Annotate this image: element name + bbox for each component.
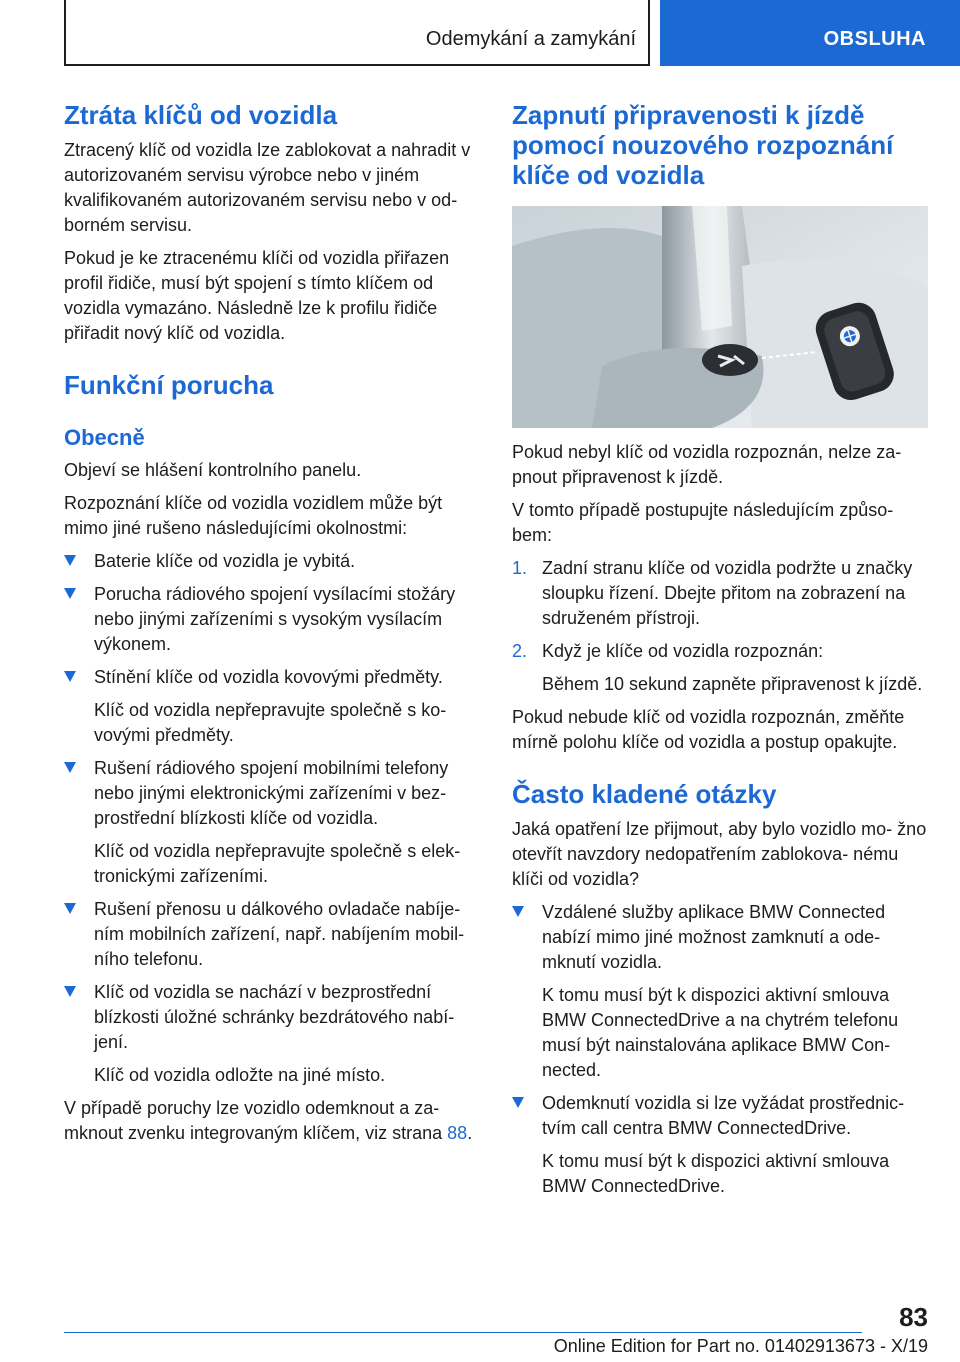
- bullet-note: K tomu musí být k dispozici aktivní smlouva BMW ConnectedDrive.: [542, 1151, 890, 1196]
- bullet-text: Vzdálené služby aplikace BMW Connected nabízí mimo jiné možnost zamknutí a ode‐ mknutí vozidla.: [542, 902, 886, 972]
- bullet-text: Klíč od vozidla se nachází v bezprostřední blízkosti úložné schránky bezdrátového nabí‐ jení.: [94, 982, 455, 1052]
- header-rule-bottom: [64, 64, 650, 66]
- footer-rule: [64, 1332, 862, 1333]
- bullet-text: Rušení rádiového spojení mobilními telefony nebo jinými elektronickými zařízeními v bez‐ prostřední blízkosti klíče od vozidla.: [94, 758, 449, 828]
- list-item: [64, 756, 476, 889]
- list-item: [64, 980, 476, 1088]
- triangle-bullet-icon: [64, 671, 76, 682]
- footer-edition: Online Edition for Part no. 01402913673 - X/19: [553, 1336, 928, 1356]
- triangle-bullet-icon: [64, 555, 76, 566]
- heading-lost-keys: Ztráta klíčů od vozidla: [64, 100, 338, 130]
- bullet-note: Klíč od vozidla odložte na jiné místo.: [94, 1065, 386, 1085]
- mechanical-key-text: V případě poruchy lze vozidlo odemknout a za‐ mknout zvenku integrovaným klíčem, viz strana: [64, 1098, 448, 1143]
- header-chapter-label: OBSLUHA: [823, 28, 926, 50]
- list-item: [512, 639, 928, 697]
- triangle-bullet-icon: [512, 906, 524, 917]
- triangle-bullet-icon: [64, 762, 76, 773]
- paragraph-lost-2: Pokud je ke ztracenému klíči od vozidla přiřazen profil řidiče, musí být spojení s tímto klíčem od vozidla vymazáno. Následně lze k profilu řidiče přiřadit nový klíč od vozidla.: [64, 248, 450, 343]
- page-number: 83: [899, 1302, 928, 1332]
- bullet-note: K tomu musí být k dispozici aktivní smlouva BMW ConnectedDrive a na chytrém telefonu musí být nainstalována aplikace BMW Con‐ nected.: [542, 985, 899, 1080]
- paragraph-faq-question: Jaká opatření lze přijmout, aby bylo vozidlo mo‐ žno otevřít navzdory nedopatřením zablokova‐ nému klíči od vozidla?: [512, 819, 927, 889]
- header-chapter-tab[interactable]: [660, 0, 960, 66]
- list-item: [64, 665, 476, 748]
- steering-column-key-image: [512, 206, 928, 428]
- heading-general: Obecně: [64, 425, 145, 450]
- header-section-title: Odemykání a zamykání: [425, 28, 636, 50]
- list-item: [64, 582, 476, 657]
- faq-list: [512, 900, 928, 1199]
- paragraph-general-1: Objeví se hlášení kontrolního panelu.: [64, 460, 362, 480]
- procedure-steps: [512, 556, 928, 697]
- page-reference-link[interactable]: 88: [447, 1123, 468, 1143]
- paragraph-not-detected: Pokud nebyl klíč od vozidla rozpoznán, nelze za‐ pnout připravenost k jízdě.: [512, 442, 902, 487]
- interference-list: [64, 549, 476, 1088]
- bullet-text: Odemknutí vozidla si lze vyžádat prostřednic‐ tvím call centra BMW ConnectedDrive.: [542, 1093, 905, 1138]
- list-item: [512, 556, 928, 631]
- header-rule-left: [64, 0, 66, 66]
- right-column: [512, 100, 928, 1207]
- paragraph-general-2: Rozpoznání klíče od vozidla vozidlem může být mimo jiné rušeno následujícími okolnostmi:: [64, 493, 443, 538]
- step-number: 1.: [512, 558, 528, 578]
- header-rule-right: [648, 0, 650, 66]
- bullet-text: Porucha rádiového spojení vysílacími stožáry nebo jinými zařízeními s vysokým vysílacím výkonem.: [94, 584, 456, 654]
- heading-emergency-detection: Zapnutí připravenosti k jízdě pomocí nouzového rozpoznání klíče od vozidla: [512, 100, 894, 190]
- bullet-text: Stínění klíče od vozidla kovovými předměty.: [94, 667, 443, 687]
- list-item: [512, 900, 928, 1083]
- list-item: [512, 1091, 928, 1199]
- list-item: [64, 549, 476, 574]
- list-item: [64, 897, 476, 972]
- steering-column-illustration: [512, 206, 928, 428]
- step-number: 2.: [512, 641, 528, 661]
- paragraph-retry: Pokud nebude klíč od vozidla rozpoznán, změňte mírně polohu klíče od vozidla a postup opakujte.: [512, 707, 905, 752]
- mechanical-key-end: .: [467, 1123, 473, 1143]
- bullet-note: Klíč od vozidla nepřepravujte společně s ko‐ vovými předměty.: [94, 700, 447, 745]
- bullet-text: Baterie klíče od vozidla je vybitá.: [94, 551, 356, 571]
- heading-malfunction: Funkční porucha: [64, 370, 274, 400]
- step-text: Zadní stranu klíče od vozidla podržte u značky sloupku řízení. Dbejte přitom na zobrazení na sdruženém přístroji.: [542, 558, 913, 628]
- paragraph-mechanical-key: [64, 1096, 476, 1146]
- paragraph-procedure: V tomto případě postupujte následujícím způso‐ bem:: [512, 500, 894, 545]
- step-text: Když je klíče od vozidla rozpoznán:: [542, 641, 824, 661]
- triangle-bullet-icon: [64, 903, 76, 914]
- triangle-bullet-icon: [512, 1097, 524, 1108]
- triangle-bullet-icon: [64, 986, 76, 997]
- bullet-text: Rušení přenosu u dálkového ovladače nabíje‐ ním mobilních zařízení, např. nabíjením mobil‐ ního telefonu.: [94, 899, 465, 969]
- bullet-note: Klíč od vozidla nepřepravujte společně s elek‐ tronickými zařízeními.: [94, 841, 461, 886]
- left-column: [64, 100, 476, 1146]
- heading-faq: Často kladené otázky: [512, 779, 777, 809]
- paragraph-lost-1: Ztracený klíč od vozidla lze zablokovat a nahradit v autorizovaném servisu výrobce nebo v jiném kvalifikovaném autorizovaném servisu nebo v od‐ borném servisu.: [64, 140, 471, 235]
- step-note: Během 10 sekund zapněte připravenost k jízdě.: [542, 674, 923, 694]
- triangle-bullet-icon: [64, 588, 76, 599]
